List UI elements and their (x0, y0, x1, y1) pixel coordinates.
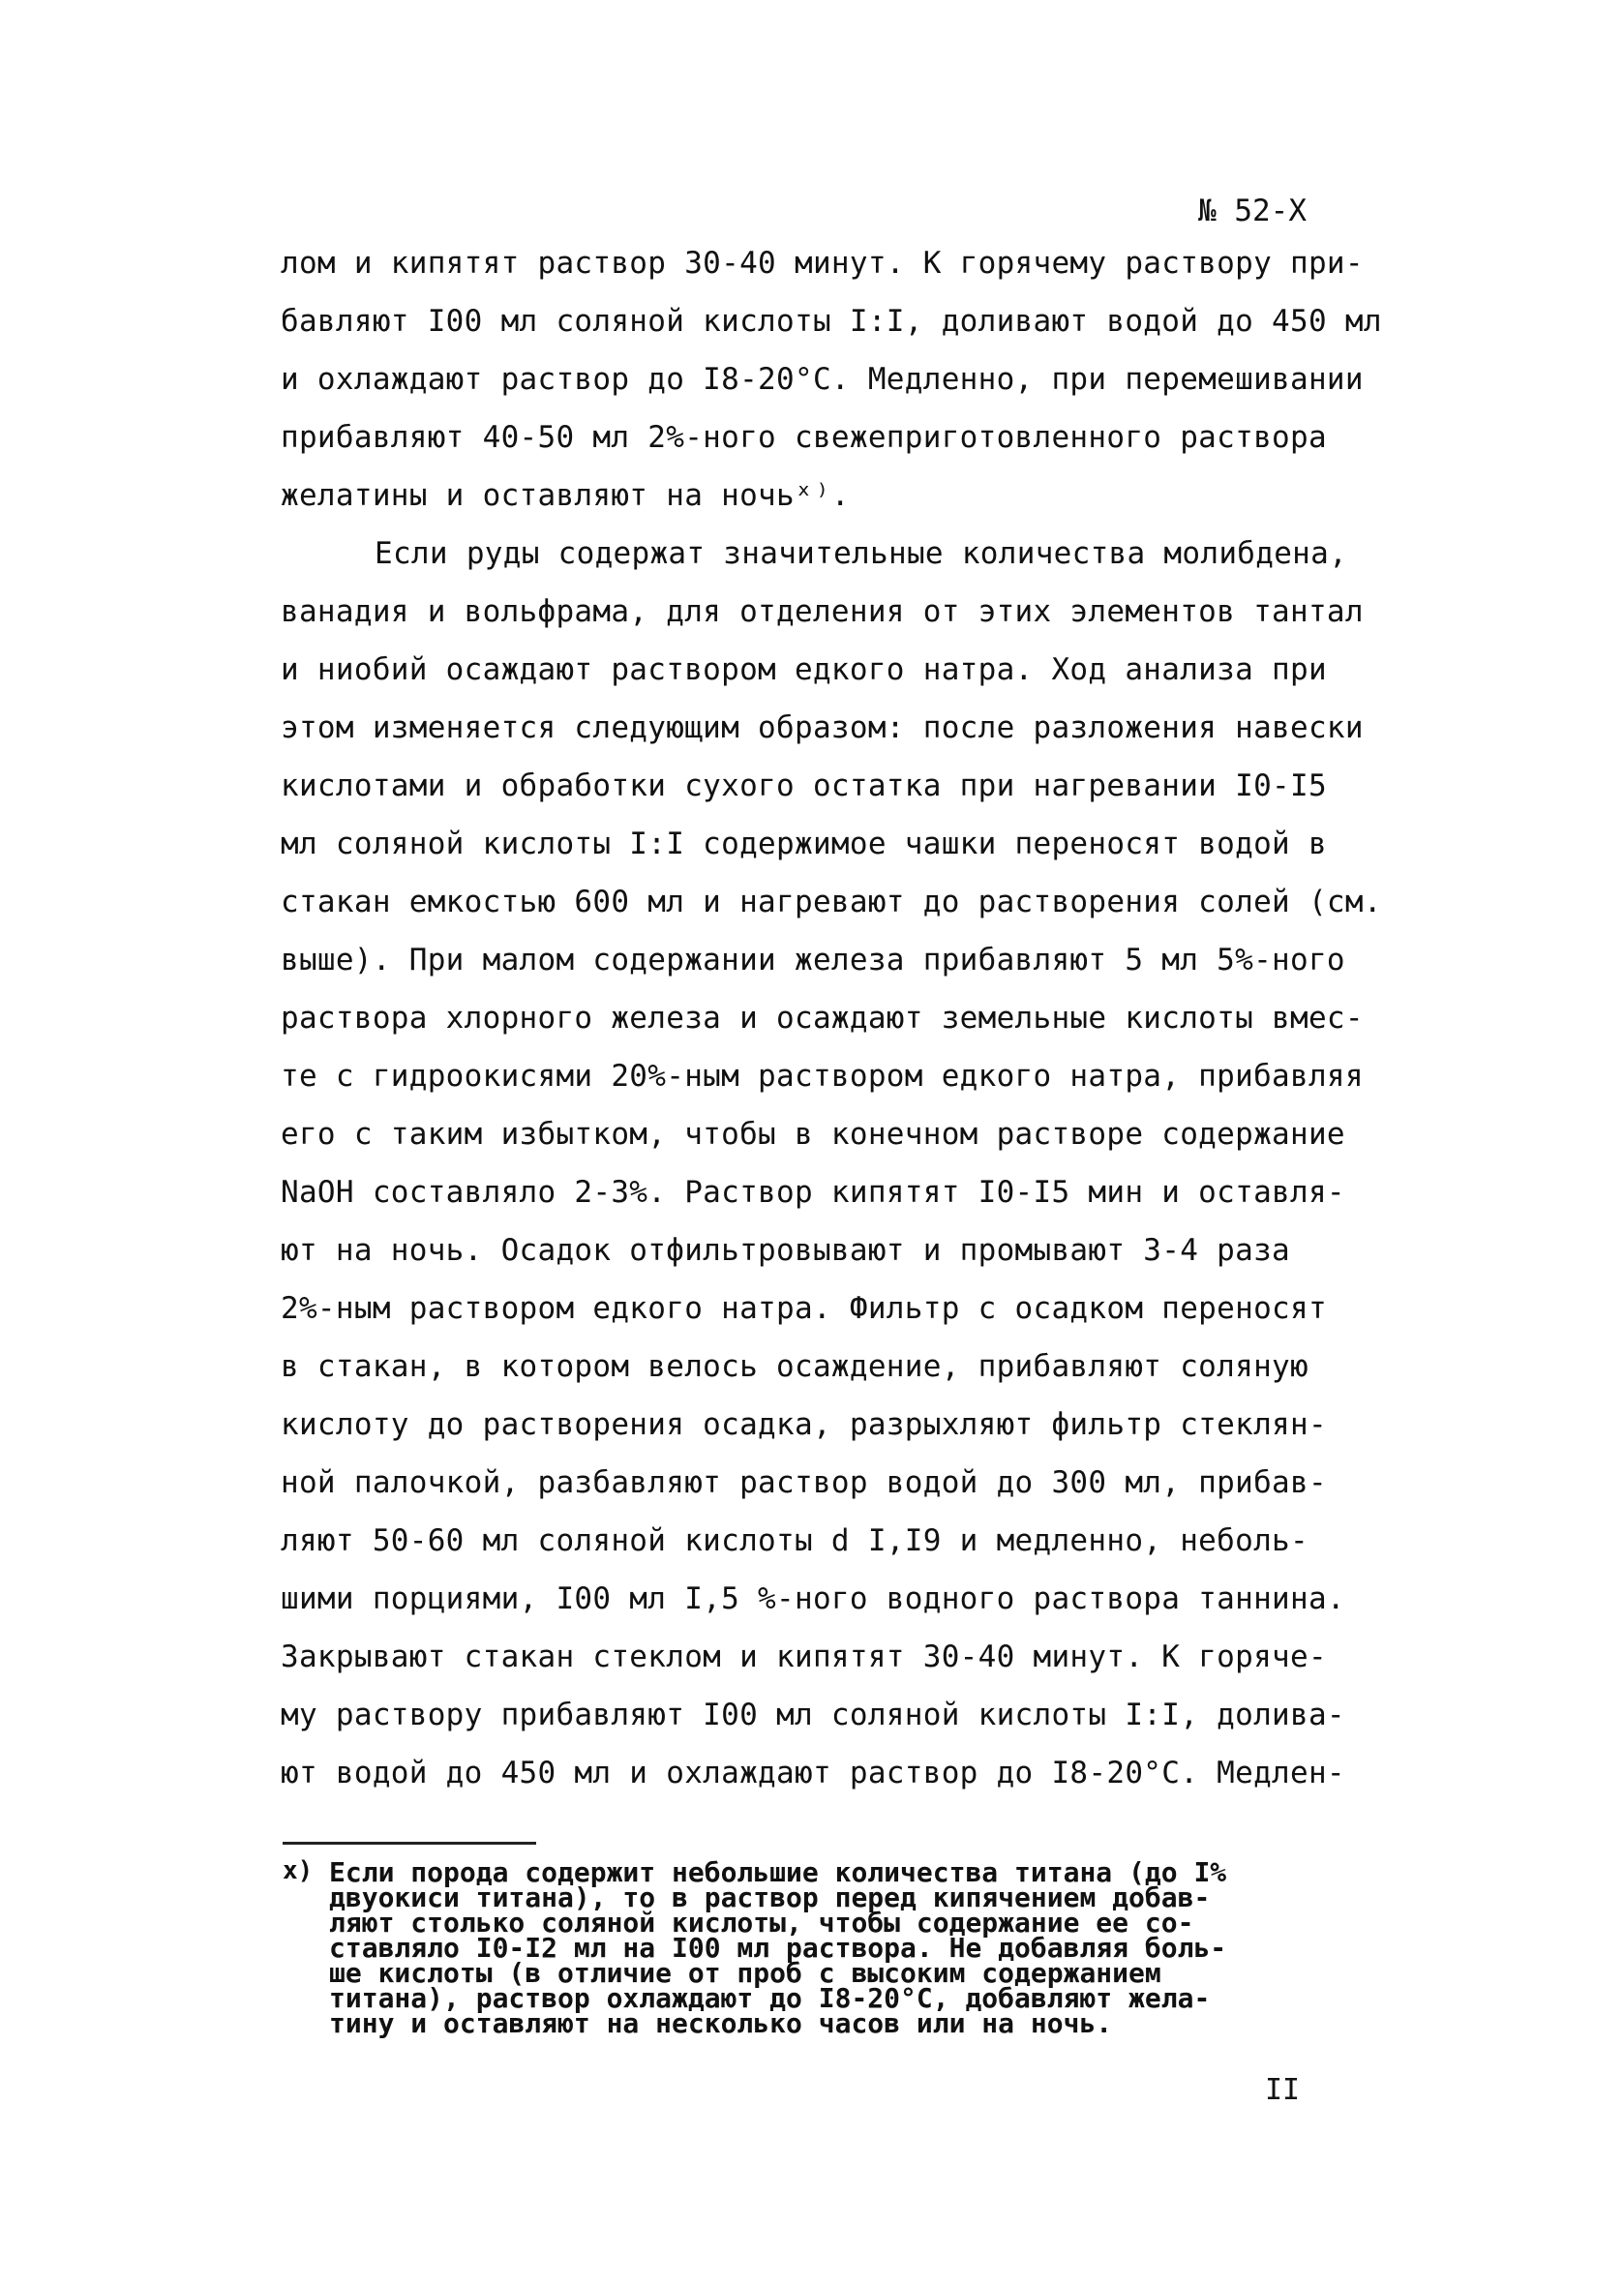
body-line: ванадия и вольфрама, для отделения от этих элементов тантал (281, 594, 1364, 629)
body-line: желатины и оставляют на ночьˣ⁾. (281, 478, 850, 513)
body-line: выше). При малом содержании железа прибавляют 5 мл 5%-ного (281, 943, 1345, 978)
body-line: Закрывают стакан стеклом и кипятят 30-40 минут. К горяче- (281, 1639, 1327, 1674)
body-line: в стакан, в котором велось осаждение, прибавляют соляную (281, 1349, 1308, 1384)
footnote-line: титана), раствор охлаждают до I8-20°С, добавляют жела- (329, 1982, 1211, 2014)
body-line: стакан емкостью 600 мл и нагревают до растворения солей (см. (281, 885, 1382, 919)
body-line: ной палочкой, разбавляют раствор водой до 300 мл, прибав- (281, 1465, 1327, 1500)
footnote-line: ставляло I0-I2 мл на I00 мл раствора. Не добавляя боль- (329, 1932, 1227, 1964)
footnote-divider (283, 1842, 536, 1845)
footnote-line: Если порода содержит небольшие количества титана (до I% (329, 1856, 1227, 1888)
body-line: кислотами и обработки сухого остатка при нагревании I0-I5 (281, 768, 1327, 803)
body-line: его с таким избытком, чтобы в конечном растворе содержание (281, 1117, 1345, 1152)
body-line: ют водой до 450 мл и охлаждают раствор до I8-20°С. Медлен- (281, 1756, 1345, 1790)
document-number: № 52-Х (1198, 194, 1307, 228)
footnote-line: тину и оставляют на несколько часов или на ночь. (329, 2007, 1113, 2039)
body-line: шими порциями, I00 мл I,5 %-ного водного раствора таннина. (281, 1581, 1345, 1616)
footnote-marker: x) (283, 1856, 314, 1885)
body-line: раствора хлорного железа и осаждают земельные кислоты вмес- (281, 1001, 1364, 1036)
body-line: NaOH составляло 2-3%. Раствор кипятят I0-I5 мин и оставля- (281, 1175, 1345, 1210)
body-line: прибавляют 40-50 мл 2%-ного свежеприготовленного раствора (281, 420, 1327, 455)
page-number: II (1265, 2073, 1301, 2107)
body-line: ют на ночь. Осадок отфильтровывают и промывают 3-4 раза (281, 1233, 1290, 1268)
body-line: и ниобий осаждают раствором едкого натра. Ход анализа при (281, 652, 1327, 687)
body-line: этом изменяется следующим образом: после разложения навески (281, 710, 1364, 745)
footnote-line: двуокиси титана), то в раствор перед кипячением добав- (329, 1881, 1211, 1913)
body-line: те с гидроокисями 20%-ным раствором едкого натра, прибавляя (281, 1059, 1364, 1094)
body-line: лом и кипятят раствор 30-40 минут. К горячему раствору при- (281, 246, 1364, 281)
body-line: мл соляной кислоты I:I содержимое чашки переносят водой в (281, 827, 1327, 861)
footnote-line: ше кислоты (в отличие от проб с высоким содержанием (329, 1957, 1161, 1989)
body-line: 2%-ным раствором едкого натра. Фильтр с осадком переносят (281, 1291, 1327, 1326)
body-line: Если руды содержат значительные количества молибдена, (375, 536, 1348, 571)
footnote-line: ляют столько соляной кислоты, чтобы содержание ее со- (329, 1907, 1194, 1939)
body-line: ляют 50-60 мл соляной кислоты d I,I9 и медленно, неболь- (281, 1523, 1308, 1558)
body-line: му раствору прибавляют I00 мл соляной кислоты I:I, долива- (281, 1698, 1345, 1732)
body-line: кислоту до растворения осадка, разрыхляют фильтр стеклян- (281, 1407, 1327, 1442)
body-line: и охлаждают раствор до I8-20°С. Медленно, при перемешивании (281, 362, 1364, 397)
body-line: бавляют I00 мл соляной кислоты I:I, доливают водой до 450 мл (281, 304, 1382, 339)
